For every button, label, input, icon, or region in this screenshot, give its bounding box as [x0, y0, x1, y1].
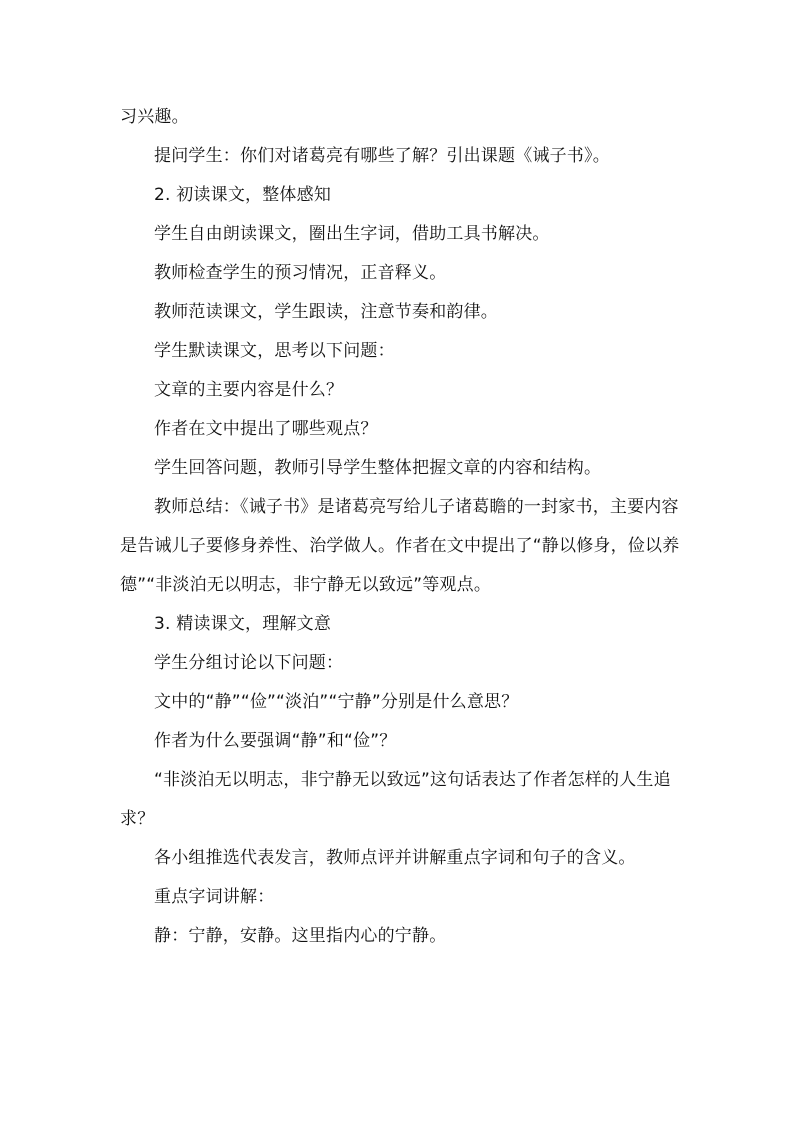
question-item: 文中的“静”“俭”“淡泊”“宁静”分别是什么意思？	[154, 692, 519, 712]
question-item: 作者在文中提出了哪些观点？	[154, 419, 378, 439]
document-body	[120, 98, 680, 956]
question-item: 作者为什么要强调“静”和“俭”？	[154, 731, 397, 751]
paragraph: 教师检查学生的预习情况，正音释义。	[154, 263, 447, 283]
paragraph: 学生默读课文，思考以下问题：	[154, 341, 395, 361]
paragraph-summary: 教师总结：《诫子书》是诸葛亮写给儿子诸葛瞻的一封家书，主要内容是告诫儿子要修身养性、治学做人。作者在文中提出了“静以修身，俭以养德”“非淡泊无以明志，非宁静无以致远”等观点。	[120, 497, 680, 595]
paragraph: 学生回答问题，教师引导学生整体把握文章的内容和结构。	[154, 458, 602, 478]
section-heading-3: 3. 精读课文，理解文意	[154, 614, 332, 634]
section-heading-2: 2. 初读课文，整体感知	[154, 185, 332, 205]
paragraph: 教师范读课文，学生跟读，注意节奏和韵律。	[154, 302, 498, 322]
question-item: 文章的主要内容是什么？	[154, 380, 344, 400]
paragraph: 各小组推选代表发言，教师点评并讲解重点字词和句子的含义。	[154, 848, 636, 868]
paragraph: 重点字词讲解：	[154, 887, 275, 907]
paragraph: 静：宁静，安静。这里指内心的宁静。	[154, 926, 447, 946]
paragraph-question-intro: 提问学生：你们对诸葛亮有哪些了解？引出课题《诫子书》。	[154, 146, 610, 166]
paragraph: 学生自由朗读课文，圈出生字词，借助工具书解决。	[154, 224, 550, 244]
question-item: “非淡泊无以明志，非宁静无以致远”这句话表达了作者怎样的人生追求？	[120, 770, 671, 829]
paragraph-continuation: 习兴趣。	[120, 107, 189, 127]
paragraph: 学生分组讨论以下问题：	[154, 653, 344, 673]
